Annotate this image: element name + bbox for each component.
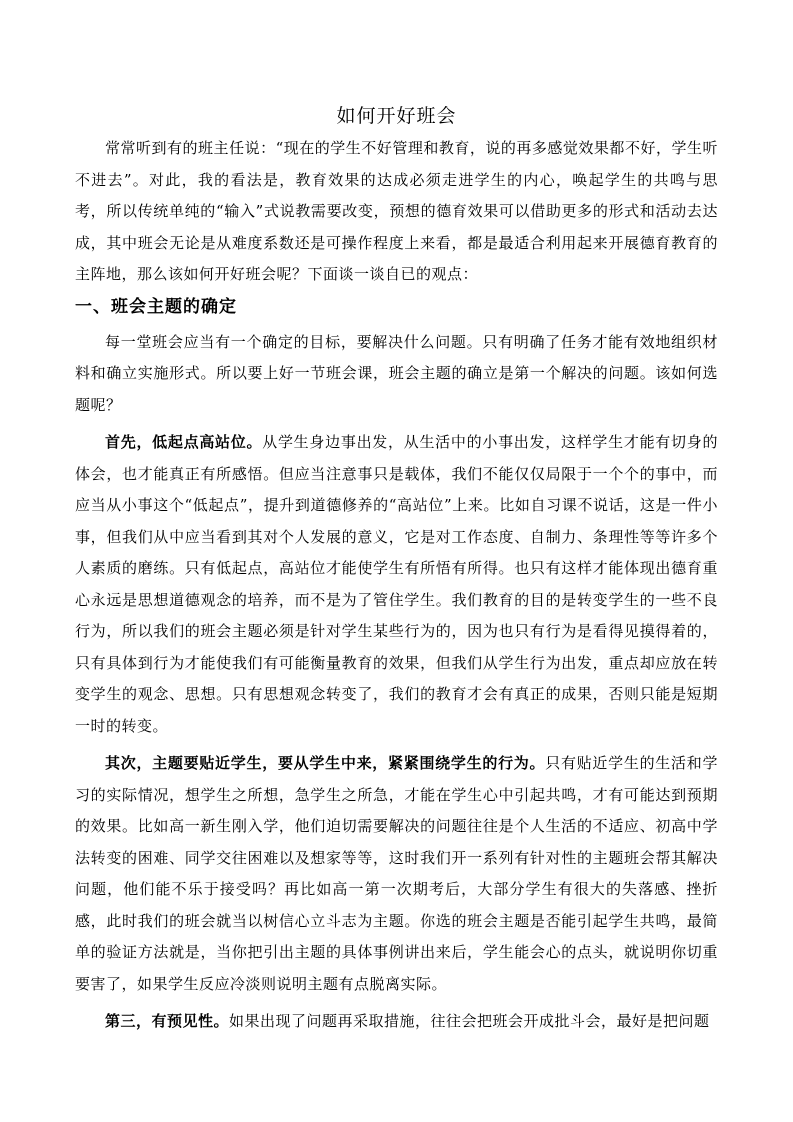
point-body-3: 如果出现了问题再采取措施，往往会把班会开成批斗会，最好是把问题 xyxy=(229,1012,710,1030)
section-paragraph-1: 每一堂班会应当有一个确定的目标，要解决什么问题。只有明确了任务才能有效地组织材料和确立实施形式。所以要上好一节班会课，班会主题的确立是第一个解决的问题。该如何选题呢？ xyxy=(75,332,718,414)
section-heading: 一、班会主题的确定 xyxy=(75,296,237,317)
document-title: 如何开好班会 xyxy=(336,105,457,127)
point-paragraph-2 xyxy=(75,748,718,1000)
point-body-2: 只有贴近学生的生活和学习的实际情况，想学生之所想，急学生之所急，才能在学生心中引起共鸣，才有可能达到预期的效果。比如高一新生刚入学，他们迫切需要解决的问题往往是个人生活的不适应、初高中学法转变的困难、同学交往困难以及想家等等，这时我们开一系列有针对性的主题班会帮其解决问题，他们能不乐于接受吗？再比如高一第一次期考后，大部分学生有很大的失落感、挫折感，此时我们的班会就当以树信心立斗志为主题。你选的班会主题是否能引起学生共鸣，最简单的验证方法就是，当你把引出主题的具体事例讲出来后，学生能会心的点头，就说明你切重要害了，如果学生反应冷淡则说明主题有点脱离实际。 xyxy=(75,754,718,993)
point-lead-2: 其次，主题要贴近学生，要从学生中来，紧紧围绕学生的行为。 xyxy=(105,754,546,772)
point-paragraph-1 xyxy=(75,427,718,742)
point-body-1: 从学生身边事出发，从生活中的小事出发，这样学生才能有切身的体会，也才能真正有所感悟。但应当注意事只是载体，我们不能仅仅局限于一个个的事中，而应当从小事这个“低起点”，提升到道德修养的“高站位”上来。比如自习课不说话，这是一件小事，但我们从中应当看到其对个人发展的意义，它是对工作态度、自制力、条理性等等许多个人素质的磨练。只有低起点，高站位才能使学生有所悟有所得。也只有这样才能体现出德育重心永远是思想道德观念的培养，而不是为了管住学生。我们教育的目的是转变学生的一些不良行为，所以我们的班会主题必须是针对学生某些行为的，因为也只有行为是看得见摸得着的，只有具体到行为才能使我们有可能衡量教育的效果，但我们从学生行为出发，重点却应放在转变学生的观念、思想。只有思想观念转变了，我们的教育才会有真正的成果，否则只能是短期一时的转变。 xyxy=(75,433,718,735)
point-lead-1: 首先，低起点高站位。 xyxy=(105,433,263,451)
document-body xyxy=(75,101,718,1038)
point-lead-3: 第三，有预见性。 xyxy=(105,1012,230,1030)
point-paragraph-3 xyxy=(75,1006,718,1038)
intro-paragraph: 常常听到有的班主任说：“现在的学生不好管理和教育，说的再多感觉效果都不好，学生听不进去”。对此，我的看法是，教育效果的达成必须走进学生的内心，唤起学生的共鸣与思考，所以传统单纯的“输入”式说教需要改变，预想的德育效果可以借助更多的形式和活动去达成，其中班会无论是从难度系数还是可操作程度上来看，都是最适合利用起来开展德育教育的主阵地，那么该如何开好班会呢？下面谈一谈自已的观点： xyxy=(75,139,718,283)
